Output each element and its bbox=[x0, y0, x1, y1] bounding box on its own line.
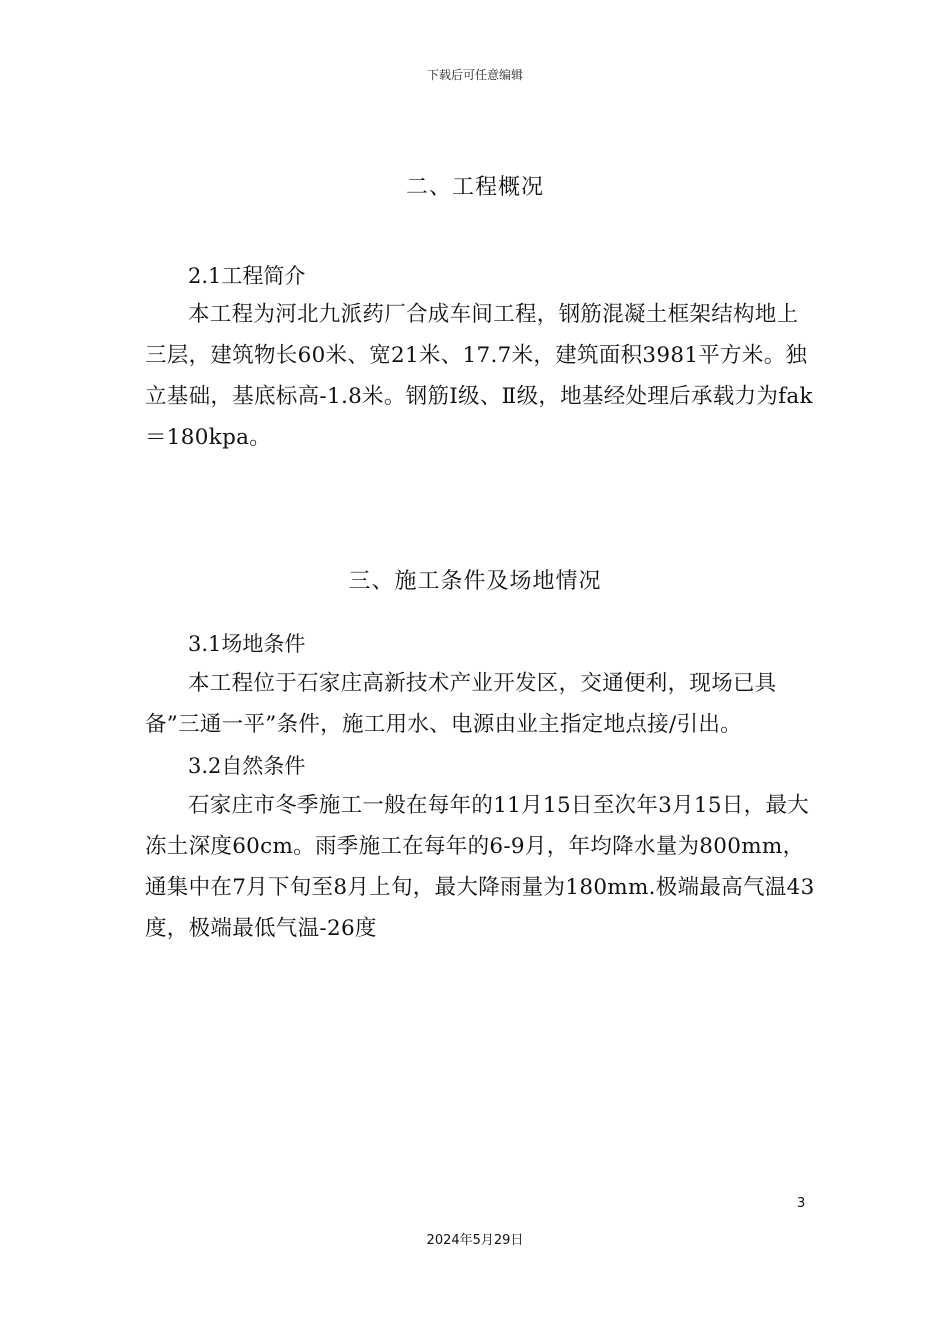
footer-date: 2024年5月29日 bbox=[426, 1233, 524, 1248]
subsection-title-site: 3.1场地条件 bbox=[188, 632, 306, 656]
page-number: 3 bbox=[797, 1196, 806, 1211]
subsection-title-project-intro: 2.1工程简介 bbox=[188, 264, 306, 288]
header-note: 下载后可任意编辑 bbox=[426, 68, 523, 82]
subsection-title-natural: 3.2自然条件 bbox=[188, 754, 306, 778]
paragraph-site-conditions: 本工程位于石家庄高新技术产业开发区，交通便利，现场已具备”三通一平”条件，施工用水、电源由业主指定地点接/引出。 bbox=[145, 671, 777, 737]
paragraph-natural-conditions: 石家庄市冬季施工一般在每年的11月15日至次年3月15日，最大冻土深度60cm。雨季施工在每年的6-9月，年均降水量为800mm，通集中在7月下旬至8月上旬，最大降雨量为180mm.极端最高气温43度，极端最低气温-26度 bbox=[145, 793, 815, 941]
paragraph-project-intro: 本工程为河北九派药厂合成车间工程，钢筋混凝土框架结构地上三层，建筑物长60米、宽21米、17.7米，建筑面积3981平方米。独立基础，基底标高-1.8米。钢筋Ⅰ级、Ⅱ级，地基经处理后承载力为fak＝180kpa。 bbox=[145, 302, 813, 450]
section-heading-site-conditions: 三、施工条件及场地情况 bbox=[348, 569, 602, 594]
section-heading-overview: 二、工程概况 bbox=[405, 175, 544, 200]
